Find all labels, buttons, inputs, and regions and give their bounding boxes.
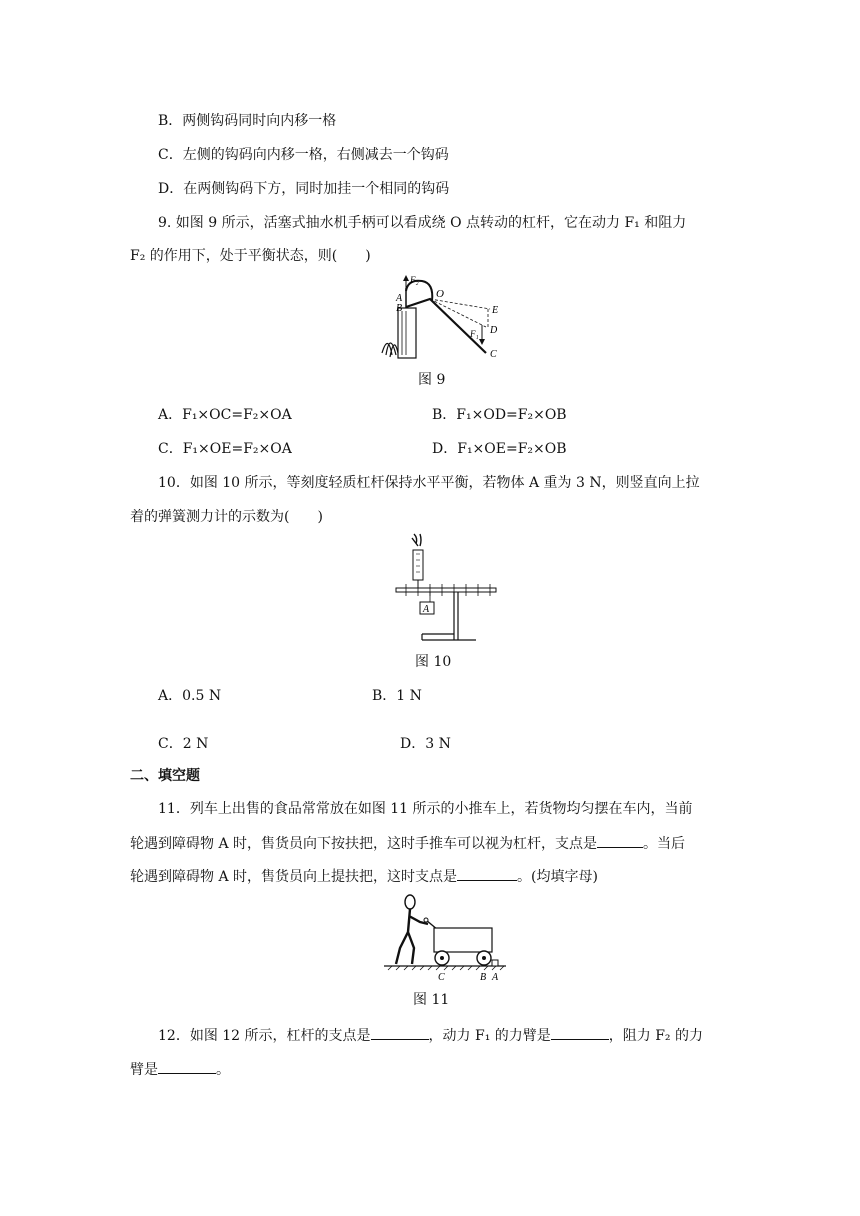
fig9-label-c: C [490,349,497,360]
q12-text-2b: 。 [216,1062,230,1078]
q11-text-2a: 轮遇到障碍物 A 时，售货员向下按扶把，这时手推车可以视为杠杆，支点是 [130,836,598,852]
fig9-label-b: B [396,303,403,314]
fig9-label-d: D [490,325,498,336]
q8-option-b: B．两侧钩码同时向内移一格 [158,113,337,129]
fig9-label-f1: F₁ [470,329,479,339]
q12-stem-line1 [158,1025,703,1046]
figure-11-cart [380,890,510,984]
q11-text-3b: 。(均填字母) [517,869,598,885]
figure-10-lever [392,532,502,644]
q12-text-1b: ，动力 F₁ 的力臂是 [428,1028,551,1044]
q12-text-2a: 臂是 [130,1062,158,1078]
q12-text-1a: 12．如图 12 所示，杠杆的支点是 [158,1028,371,1044]
q12-blank-3[interactable] [158,1059,216,1074]
fig9-label-o: O [436,288,444,300]
q8-option-d: D．在两侧钩码下方，同时加挂一个相同的钩码 [158,181,450,197]
q9-stem-line1: 9. 如图 9 所示，活塞式抽水机手柄可以看成绕 O 点转动的杠杆，它在动力 F₁ 和阻力 [158,215,687,231]
figure-11-caption: 图 11 [413,992,450,1008]
q11-stem-line2 [130,833,685,854]
q12-text-1c: ，阻力 F₂ 的力 [608,1028,703,1044]
section-heading-fill-in: 二、填空题 [130,768,200,784]
figure-9-pump [378,273,508,365]
q11-blank-2[interactable] [457,866,517,881]
fig9-label-e: E [492,305,499,316]
fig9-label-a: A [396,293,403,304]
q12-stem-line2 [130,1059,230,1080]
q10-option-c: C．2 N [158,736,209,752]
q9-option-d: D．F₁×OE=F₂×OB [432,441,567,457]
fig11-label-a: A [492,972,499,983]
q11-stem-line3 [130,866,598,887]
q10-stem-line1: 10．如图 10 所示，等刻度轻质杠杆保持水平平衡，若物体 A 重为 3 N，则竖直向上拉 [158,475,700,491]
q8-option-c: C．左侧的钩码向内移一格，右侧减去一个钩码 [158,147,449,163]
q10-option-d: D．3 N [400,736,451,752]
fig11-label-c: C [438,972,445,983]
q12-blank-1[interactable] [371,1025,429,1040]
q9-stem-line2: F₂ 的作用下，处于平衡状态，则( ) [130,248,371,264]
fig9-label-f2: F₂ [410,275,419,285]
q10-option-a: A．0.5 N [158,688,222,704]
figure-10-caption: 图 10 [415,654,452,670]
q11-stem-line1: 11．列车上出售的食品常常放在如图 11 所示的小推车上，若货物均匀摆在车内，当前 [158,801,693,817]
fig11-label-b: B [480,972,487,983]
q10-stem-line2: 着的弹簧测力计的示数为( ) [130,509,323,525]
q9-option-c: C．F₁×OE=F₂×OA [158,441,292,457]
figure-9-caption: 图 9 [418,372,446,388]
q11-text-3a: 轮遇到障碍物 A 时，售货员向上提扶把，这时支点是 [130,869,458,885]
q12-blank-2[interactable] [551,1025,609,1040]
q10-option-b: B．1 N [372,688,422,704]
q11-text-2b: 。当后 [643,836,686,852]
q11-blank-1[interactable] [597,833,643,848]
q9-option-b: B．F₁×OD=F₂×OB [432,407,567,423]
q9-option-a: A．F₁×OC=F₂×OA [158,407,292,423]
fig10-label-a: A [423,604,430,615]
